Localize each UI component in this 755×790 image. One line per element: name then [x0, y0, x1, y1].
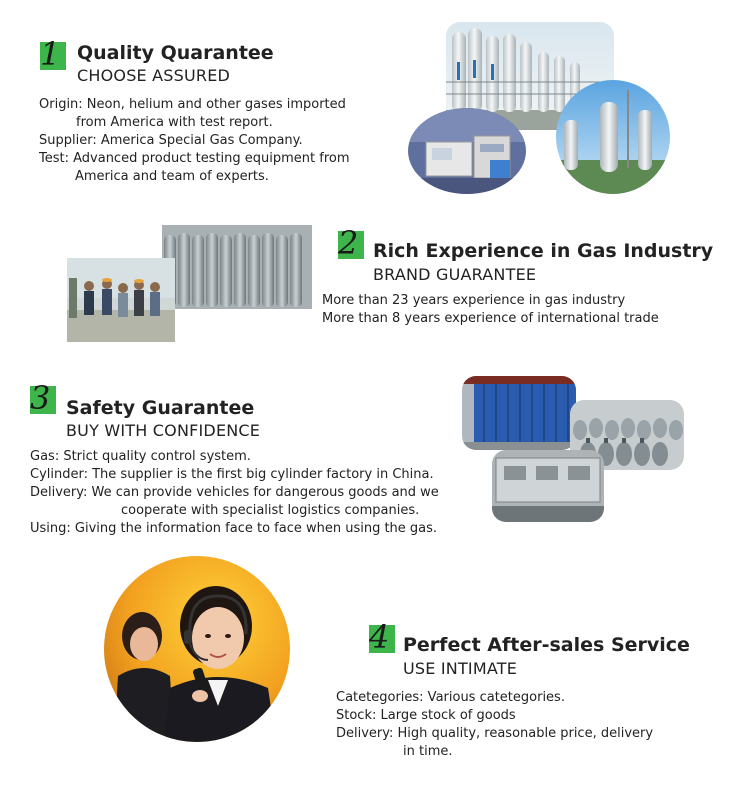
body-line: Cylinder: The supplier is the first big cylinder factory in China. [30, 467, 434, 482]
gas-cylinders-photo [162, 225, 312, 309]
section-number-badge: 4 [369, 625, 395, 653]
customer-service-photo [104, 556, 290, 742]
safety-equipment-photo [492, 450, 604, 522]
section-number-badge: 3 [30, 386, 56, 414]
workers-team-photo [67, 258, 175, 342]
body-line: Gas: Strict quality control system. [30, 449, 251, 464]
body-line: More than 23 years experience in gas industry [322, 293, 626, 308]
section-body [30, 448, 439, 538]
section-subtitle: CHOOSE ASSURED [77, 66, 231, 85]
body-line: Delivery: We can provide vehicles for dangerous goods and we [30, 485, 439, 500]
section-number-badge: 2 [338, 231, 364, 259]
section-body [322, 292, 659, 328]
body-line: in time. [403, 744, 453, 759]
section-body [336, 689, 653, 761]
body-line: Origin: Neon, helium and other gases imported [39, 97, 346, 112]
section-title: Perfect After-sales Service [403, 634, 690, 656]
body-line: Stock: Large stock of goods [336, 708, 516, 723]
section-subtitle: BUY WITH CONFIDENCE [66, 421, 261, 440]
container-truck-photo [462, 376, 576, 450]
body-line: Using: Giving the information face to face when using the gas. [30, 521, 438, 536]
body-line: Catetegories: Various catetegories. [336, 690, 565, 705]
section-title: Quality Quarantee [77, 42, 274, 64]
section-subtitle: BRAND GUARANTEE [373, 265, 537, 284]
body-line: from America with test report. [76, 115, 273, 130]
section-title: Rich Experience in Gas Industry [373, 240, 714, 262]
section-subtitle: USE INTIMATE [403, 659, 518, 678]
body-line: Supplier: America Special Gas Company. [39, 133, 303, 148]
body-line: More than 8 years experience of international trade [322, 311, 659, 326]
body-line: America and team of experts. [75, 169, 269, 184]
section-title: Safety Guarantee [66, 397, 255, 419]
outdoor-tanks-photo [556, 80, 670, 194]
section-number-badge: 1 [40, 42, 66, 70]
body-line: cooperate with specialist logistics companies. [121, 503, 420, 518]
body-line: Test: Advanced product testing equipment from [39, 151, 350, 166]
section-body [39, 96, 350, 186]
body-line: Delivery: High quality, reasonable price, delivery [336, 726, 654, 741]
testing-equipment-photo [408, 108, 526, 194]
